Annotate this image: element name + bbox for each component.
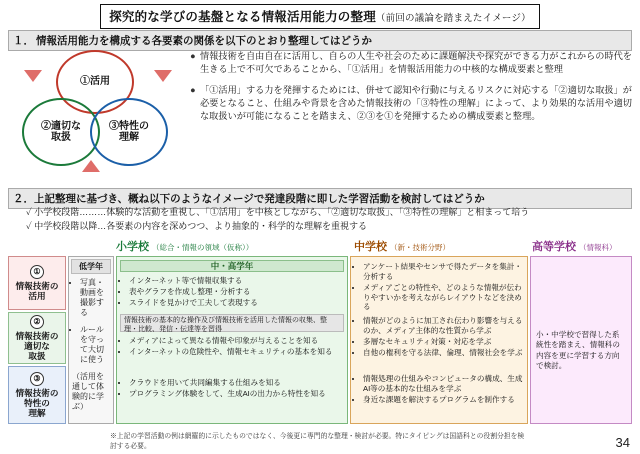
- list-item: • 多層なセキュリティ対策・対応を学ぶ: [363, 337, 524, 347]
- activity-list: [354, 374, 524, 405]
- column-header-note: （情報科）: [579, 243, 617, 252]
- venn-circle-katsuyo: ①活用: [56, 50, 134, 114]
- list-item: • 情報処理の仕組みやコンピュータの構成、生成AI等の基本的な仕組みを学ぶ: [363, 374, 524, 394]
- low-grade-list: [71, 278, 111, 412]
- elementary-grade-band: 中・高学年: [120, 260, 344, 272]
- column-header-label: 小学校: [116, 241, 149, 253]
- row-number-badge: ①: [30, 265, 44, 279]
- row-label-line3: 理解: [28, 408, 46, 419]
- list-item: • 表やグラフを作成し整理・分析する: [129, 287, 344, 297]
- list-item: • アンケート結果やセンサで得たデータを集計・分析する: [363, 262, 524, 282]
- page-title-main: 探究的な学びの基盤となる情報活用能力の整理: [109, 10, 376, 24]
- list-item: • ルールを守って大切に使う: [80, 325, 111, 365]
- section2-line: ✓ 小学校段階………体験的な活動を重視し、「①活用」を中核としながら、「②適切な取扱」、「③特性の理解」と相まって培う: [26, 207, 530, 217]
- section1-heading-text: 情報活用能力を構成する各要素の関係を以下のとおり整理してはどうか: [36, 35, 372, 47]
- activity-list: [354, 262, 524, 312]
- row-label-line2: 活用: [28, 291, 46, 301]
- title-box: [100, 4, 540, 29]
- column-header-note: （総合・情報の領域（仮称））: [152, 243, 254, 252]
- activity-list: [120, 378, 344, 399]
- row-label-tokusei: [8, 366, 66, 424]
- activity-list: [120, 276, 344, 308]
- juniorhigh-tekisetsu-block: [354, 316, 524, 358]
- elementary-katsuyo-block: [120, 276, 344, 309]
- highschool-note: 小・中学校で習得した系統性を踏まえ、情報科の内容を更に学習する方向で検討。: [536, 330, 620, 370]
- section2-heading-text: 上記整理に基づき、概ね以下のようなイメージで発達段階に即した学習活動を検討してはどうか: [34, 193, 485, 205]
- row-label-line1: 情報技術の: [15, 280, 59, 291]
- arrow-down-left-icon: [24, 70, 42, 82]
- column-header-juniorhigh: [354, 238, 504, 254]
- juniorhigh-tokusei-block: [354, 374, 524, 406]
- row-label-line3: 取扱: [28, 351, 46, 362]
- row-label-tekisetsu: [8, 312, 66, 364]
- list-item: • クラウドを用いて共同編集する仕組みを知る: [129, 378, 344, 388]
- column-header-highschool: [532, 238, 640, 254]
- list-item: • 身近な課題を解決するプログラムを制作する: [363, 395, 524, 405]
- section2-number: ２．: [13, 193, 34, 205]
- section1-number: １．: [13, 35, 34, 47]
- elementary-tokusei-block: [120, 378, 344, 400]
- page-title-sub: （前回の議論を踏まえたイメージ）: [375, 13, 531, 24]
- list-item: • インターネット等で情報収集する: [129, 276, 344, 286]
- bullet-item: [190, 84, 632, 124]
- bullet-dot-icon: ●: [190, 51, 196, 61]
- list-item: • 情報がどのように加工され伝わり影響を与えるのか、メディア主体的な性質から学ぶ: [363, 316, 524, 336]
- activity-list: [354, 316, 524, 357]
- low-grade-title: 低学年: [71, 259, 111, 274]
- arrow-up-icon: [82, 160, 100, 172]
- activity-list: [120, 336, 344, 357]
- list-item: • スライドを見かけで工夫して表現する: [129, 298, 344, 308]
- bullet-dot-icon: ●: [190, 84, 196, 95]
- list-item: • 写真・動画を撮影する: [80, 278, 111, 318]
- juniorhigh-katsuyo-block: [354, 262, 524, 313]
- venn-diagram: [12, 48, 182, 178]
- row-number-badge: ③: [30, 372, 44, 386]
- list-item: • インターネットの危険性や、情報セキュリティの基本を知る: [129, 347, 344, 357]
- list-item: • メディアごとの特性や、どのような情報が伝わりやすいかを考えながらレイアウトなどを決める: [363, 283, 524, 313]
- bullet-text: 「①活用」する力を発揮するためには、併せて認知や行動に与えるリスクに対応する「②適切な取扱」が必要となること、仕組みや背景を含めた情報技術の「③特性の理解」によって、より効果的な活用や適切な取扱いが可能になることを踏まえ、②③を①を発揮するための構成要素と整理。: [200, 84, 632, 122]
- list-item: • メディアによって異なる情報や印象が与えることを知る: [129, 336, 344, 346]
- row-number-badge: ②: [30, 315, 44, 329]
- column-header-label: 高等学校: [532, 241, 576, 253]
- section1-bullets: [190, 50, 632, 131]
- page-title: [0, 4, 640, 29]
- page-number: 34: [615, 435, 630, 450]
- venn-circle-tokusei: ③特性の 理解: [90, 98, 168, 166]
- row-label-line2: 適切な: [24, 340, 50, 351]
- section2-line: ✓ 中学校段階以降…各要素の内容を深めつつ、より抽象的・科学的な理解を重視する: [26, 220, 367, 231]
- column-header-label: 中学校: [354, 241, 387, 253]
- column-header-note: （新・技術分野）: [390, 243, 450, 252]
- column-header-elementary: [116, 238, 346, 254]
- low-grade-column: [68, 256, 114, 424]
- row-label-line2: 特性の: [24, 397, 50, 408]
- row-label-line1: 情報技術の: [15, 387, 59, 398]
- list-item: （活用を通して体験的に学ぶ）: [72, 372, 104, 411]
- section2-lines: [26, 206, 626, 233]
- venn-circle-tekisetsu: ②適切な 取扱: [22, 98, 100, 166]
- footnote: ※上記の学習活動の例は網羅的に示したものではなく、今後更に専門的な整理・検討が必要。特にタイピングは国語科との役割分担を検討する必要。: [110, 433, 525, 450]
- bullet-item: [190, 50, 632, 77]
- row-label-line1: 情報技術の: [15, 330, 59, 341]
- elementary-katsuyo-note: 情報技術の基本的な操作及び情報技術を活用した情報の収集、整理・比較、発信・伝達等を習得: [120, 314, 344, 332]
- elementary-tekisetsu-block: [120, 336, 344, 358]
- learning-activities-table: [8, 238, 632, 428]
- list-item: • プログラミング体験をして、生成AIの出力から特性を知る: [129, 389, 344, 399]
- bullet-text: 情報技術を自由自在に活用し、自らの人生や社会のために課題解決や探究ができる力がこれからの時代を生きる上で不可欠であることから、「①活用」を情報活用能力の中核的な構成要素と整理: [200, 51, 632, 75]
- arrow-down-right-icon: [154, 70, 172, 82]
- list-item: • 自他の権利を守る法律、倫理、情報社会を学ぶ: [363, 348, 524, 358]
- row-label-katsuyo: [8, 256, 66, 310]
